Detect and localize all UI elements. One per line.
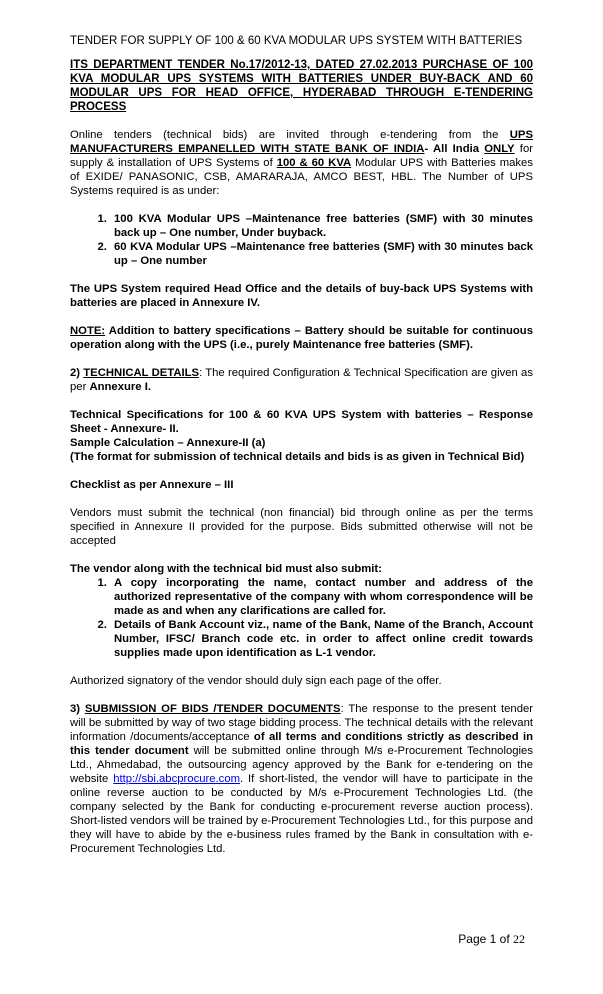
submission-text-4: . If short-listed, the vendor will have to participate in the online reverse auction to be conducted by M/s e-Procurement Technologies Ltd. (the company selected by the Bank for conducting e-procurement reverse auction process). Short-listed vendors will be trained by e-Procurement Technologies Ltd., for this purpose and they will have to abide by the e-business rules framed by the Bank in consultation with e-Procurement Technologies Ltd. [70,773,533,855]
note-text: Addition to battery specifications – Battery should be suitable for continuous operation along with the UPS (i.e., purely Maintenance free batteries (SMF). [70,325,533,351]
requirements-list [70,212,533,268]
spec-line: Sample Calculation – Annexure-II (a) [70,437,266,449]
technical-details [70,366,533,394]
page-label: Page 1 of [458,932,513,946]
submission-text-2: of all terms and conditions strictly as described in this tender document [70,731,533,757]
intro-paragraph [70,128,533,198]
intro-text-3: Modular UPS with Batteries makes of EXIDE/ PANASONIC, CSB, AMARARAJA, AMCO BEST, HBL. The Number of UPS Systems required is as under: [70,157,533,197]
submission-paragraph [70,702,533,856]
checklist-line: Checklist as per Annexure – III [70,479,234,491]
vendor-submit-item: 2. Details of Bank Account viz., name of the Bank, Name of the Branch, Account Number, IFSC/ Branch code etc. in order to affect online credit towards supplies made upon identification as L-1 vendor. [110,618,533,660]
note-label: NOTE: [70,325,106,337]
section-number: 3) [70,703,85,715]
spec-line: (The format for submission of technical details and bids is as given in Technical Bid) [70,451,525,463]
empanelled-text: UPS MANUFACTURERS EMPANELLED WITH STATE BANK OF INDIA [70,129,533,155]
submission-text-3: will be submitted online through M/s e-Procurement Technologies Ltd., Ahmedabad, the outsourcing agency approved by the Bank for e-tendering on the website [70,745,533,785]
vendors-paragraph: Vendors must submit the technical (non financial) bid through online as per the terms specified in Annexure II provided for the purpose. Bids submitted otherwise will not be accepted [70,507,533,547]
vendor-submit-heading: The vendor along with the technical bid must also submit: [70,563,382,575]
requirement-item: 1. 100 KVA Modular UPS –Maintenance free batteries (SMF) with 30 minutes back up – One number, Under buyback. [110,212,533,240]
all-india-text: - All India [424,143,485,155]
requirement-item: 2. 60 KVA Modular UPS –Maintenance free batteries (SMF) with 30 minutes back up – One number [110,240,533,268]
vendor-submit-list [70,576,533,660]
intro-text-1: Online tenders (technical bids) are invited through e-tendering from the [70,129,510,141]
page-header: TENDER FOR SUPPLY OF 100 & 60 KVA MODULAR UPS SYSTEM WITH BATTERIES [70,35,523,47]
spec-line: Technical Specifications for 100 & 60 KVA UPS System with batteries – Response Sheet - Annexure- II. [70,409,533,435]
e-procurement-link[interactable]: http://sbi.abcprocure.com [113,773,241,785]
signatory-line: Authorized signatory of the vendor should duly sign each page of the offer. [70,675,442,687]
head-office-note: The UPS System required Head Office and the details of buy-back UPS Systems with batteries are placed in Annexure IV. [70,283,533,309]
only-text: ONLY [484,143,515,155]
vendor-submit-item: 1. A copy incorporating the name, contact number and address of the authorized representative of the company with whom correspondence will be made as and when any clarifications are called for. [110,576,533,618]
intro-text-2: for supply & installation of UPS Systems of [70,143,533,169]
annexure-ref: Annexure I. [89,381,151,393]
capacity-text: 100 & 60 KVA [276,157,352,169]
page-footer [458,932,525,947]
battery-note [70,324,533,352]
page-total: 22 [513,932,525,946]
submission-text-1: : The response to the present tender will be submitted by way of two stage bidding process. The technical details with the relevant information /documents/acceptance [70,703,534,743]
submission-label: SUBMISSION OF BIDS /TENDER DOCUMENTS [84,703,341,715]
section-number: 2) [70,367,84,379]
technical-text: : The required Configuration & Technical Specification are given as per [70,367,533,393]
tender-title: ITS DEPARTMENT TENDER No.17/2012-13, DATED 27.02.2013 PURCHASE OF 100 KVA MODULAR UPS SYSTEMS WITH BATTERIES UNDER BUY-BACK AND 60 MODULAR UPS FOR HEAD OFFICE, HYDERABAD THROUGH E-TENDERING PROCESS [70,59,533,113]
technical-label: TECHNICAL DETAILS [83,367,200,379]
